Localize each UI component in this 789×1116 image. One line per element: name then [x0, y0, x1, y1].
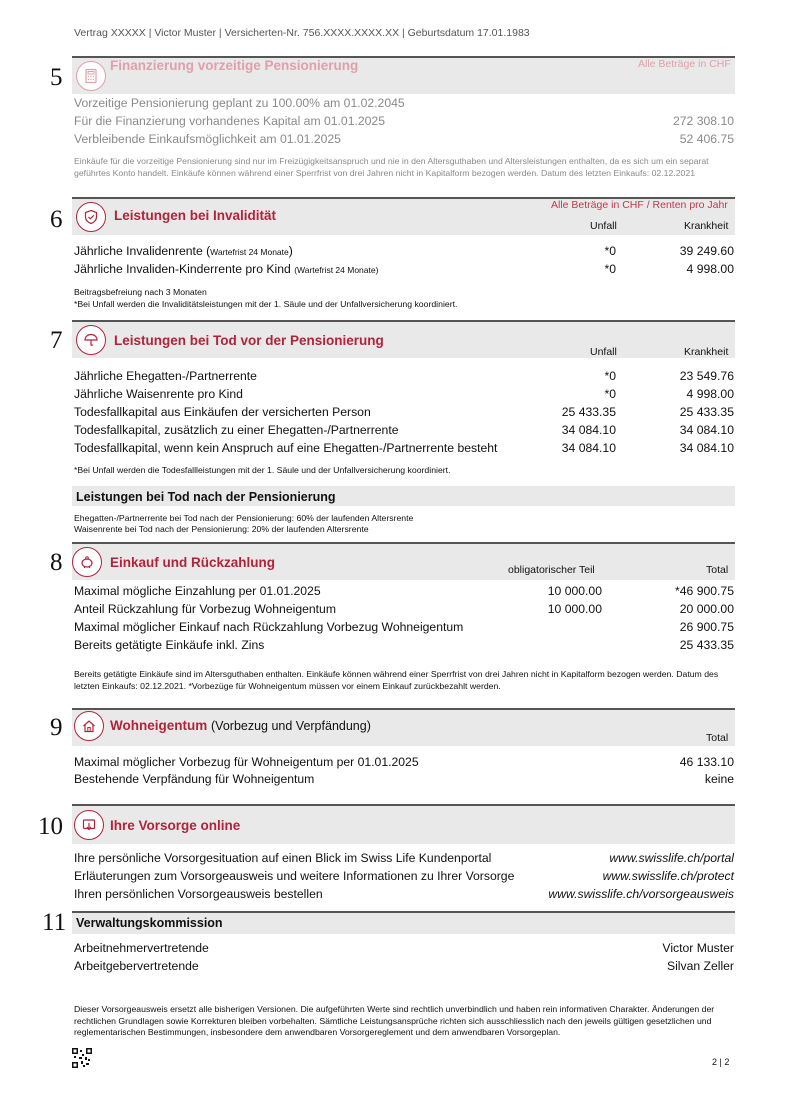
disclaimer: Dieser Vorsorgeausweis ersetzt alle bisherigen Versionen. Die aufgeführten Werte sind rechtlich unverbindlich und haben rein informativen Charakter. Änderungen der rechtlichen Grundlagen sowie Korrekturen bleiben vorbehalten. Sämtliche Leistungsansprüche richten sich ausschliesslich nach den jeweils gültigen gesetzlichen und reglementarischen Bestimmungen, insbesondere dem anwendbaren Vorsorgereglement und dem anwendbaren Vorsorgeplan.	[74, 1004, 715, 1037]
section-number: 5	[50, 64, 63, 91]
section-subtitle: (Vorbezug und Verpfändung)	[211, 719, 371, 733]
section-number: 9	[50, 714, 63, 741]
table-row: Todesfallkapital, wenn kein Anspruch auf eine Ehegatten-/Partnerrente besteht 34 084.10 34 084.10	[74, 441, 734, 455]
table-row: Jährliche Invaliden-Kinderrente pro Kind (Wartefrist 24 Monate) *0 4 998.00	[74, 262, 734, 276]
section-note: *Bei Unfall werden die Invaliditätsleistungen mit der 1. Säule und der Unfallversicherung koordiniert.	[74, 299, 458, 309]
page-number: 2 | 2	[712, 1057, 730, 1067]
column-header-total: Total	[706, 564, 729, 576]
table-row: Ihre persönliche Vorsorgesituation auf einen Blick im Swiss Life Kundenportal www.swisslife.ch/portal	[74, 851, 734, 865]
table-row: Anteil Rückzahlung für Vorbezug Wohneigentum 10 000.00 20 000.00	[74, 602, 734, 616]
section-title	[110, 718, 371, 733]
section-number: 10	[38, 813, 63, 840]
table-row: Todesfallkapital aus Einkäufen der versicherten Person 25 433.35 25 433.35	[74, 405, 734, 419]
section-note: Bereits getätigte Einkäufe sind im Altersguthaben enthalten. Einkäufe können während einer Sperrfrist von drei Jahren nicht in Kapitalform bezogen werden. Datum des letzten Einkaufs: 02.12.2021. *Vorbezüge für Wohneigentum müssen vor einem Einkauf zurückbezahlt werden.	[74, 669, 719, 691]
section-note: Waisenrente bei Tod nach der Pensionierung: 20% der laufenden Altersrente	[74, 524, 369, 534]
section-title: Ihre Vorsorge online	[110, 818, 241, 833]
table-row: Maximal möglicher Einkauf nach Rückzahlung Vorbezug Wohneigentum 26 900.75	[74, 620, 734, 634]
column-header-krankheit: Krankheit	[684, 346, 729, 358]
section-title: Einkauf und Rückzahlung	[110, 555, 276, 570]
calculator-icon	[76, 61, 106, 91]
column-header-obligatorisch: obligatorischer Teil	[508, 564, 595, 576]
table-row: Arbeitgebervertretende Silvan Zeller	[74, 959, 734, 973]
column-header-unfall: Unfall	[590, 220, 617, 232]
currency-note: Alle Beträge in CHF	[638, 58, 731, 70]
section-title: Leistungen bei Tod vor der Pensionierung	[114, 333, 384, 348]
document-header: Vertrag XXXXX | Victor Muster | Versicherten-Nr. 756.XXXX.XXXX.XX | Geburtsdatum 17.01.1983	[74, 27, 530, 39]
table-row: Bereits getätigte Einkäufe inkl. Zins 25 433.35	[74, 638, 734, 652]
table-row: Arbeitnehmervertretende Victor Muster	[74, 941, 734, 955]
table-row: Jährliche Invalidenrente (Wartefrist 24 Monate) *0 39 249.60	[74, 244, 734, 258]
table-row: Maximal möglicher Vorbezug für Wohneigentum per 01.01.2025 46 133.10	[74, 755, 734, 769]
section-note: *Bei Unfall werden die Todesfallleistungen mit der 1. Säule und der Unfallversicherung koordiniert.	[74, 465, 451, 475]
column-header-total: Total	[706, 732, 729, 744]
section-note: Beitragsbefreiung nach 3 Monaten	[74, 287, 207, 297]
table-row: Maximal mögliche Einzahlung per 01.01.2025 10 000.00 *46 900.75	[74, 584, 734, 598]
subsection-title: Leistungen bei Tod nach der Pensionierung	[76, 490, 336, 504]
table-row: Bestehende Verpfändung für Wohneigentum keine	[74, 772, 734, 786]
download-icon	[74, 810, 104, 840]
section-number: 8	[50, 549, 63, 576]
section-title-main: Wohneigentum	[110, 718, 208, 733]
section-number: 7	[50, 327, 63, 354]
table-row: Vorzeitige Pensionierung geplant zu 100.00% am 01.02.2045	[74, 96, 405, 110]
column-header-krankheit: Krankheit	[684, 220, 729, 232]
house-icon	[74, 711, 104, 741]
column-header-unfall: Unfall	[590, 346, 617, 358]
section-title: Leistungen bei Invalidität	[114, 208, 277, 223]
link-vorsorgeausweis[interactable]: www.swisslife.ch/vorsorgeausweis	[548, 887, 734, 901]
section-note: Einkäufe für die vorzeitige Pensionierung sind nur im Freizügigkeitsanspruch und nie in den Altersguthaben und Altersleistungen enthalten, da es sich um ein separat geführtes Konto handelt. Einkäufe können während einer Sperrfrist von drei Jahren nicht in Kapitalform bezogen werden. Datum des letzten Einkaufs: 02.12.2021	[74, 156, 709, 178]
table-row: Todesfallkapital, zusätzlich zu einer Ehegatten-/Partnerrente 34 084.10 34 084.10	[74, 423, 734, 437]
link-portal[interactable]: www.swisslife.ch/portal	[609, 851, 734, 865]
umbrella-icon	[76, 325, 106, 355]
section-note: Ehegatten-/Partnerrente bei Tod nach der Pensionierung: 60% der laufenden Altersrente	[74, 513, 414, 523]
qr-code-icon	[72, 1048, 92, 1068]
currency-note: Alle Beträge in CHF / Renten pro Jahr	[551, 199, 728, 211]
section-title: Verwaltungskommission	[76, 916, 223, 930]
table-row: Für die Finanzierung vorhandenes Kapital am 01.01.2025 272 308.10	[74, 114, 734, 128]
table-row: Ihren persönlichen Vorsorgeausweis bestellen www.swisslife.ch/vorsorgeausweis	[74, 887, 734, 901]
section-number: 6	[50, 206, 63, 233]
section-title: Finanzierung vorzeitige Pensionierung	[110, 58, 359, 73]
link-protect[interactable]: www.swisslife.ch/protect	[602, 869, 734, 883]
table-row: Erläuterungen zum Vorsorgeausweis und weitere Informationen zu Ihrer Vorsorge www.swisslife.ch/protect	[74, 869, 734, 883]
table-row: Jährliche Waisenrente pro Kind *0 4 998.00	[74, 387, 734, 401]
section-number: 11	[42, 909, 67, 936]
table-row: Verbleibende Einkaufsmöglichkeit am 01.01.2025 52 406.75	[74, 132, 734, 146]
table-row: Jährliche Ehegatten-/Partnerrente *0 23 549.76	[74, 369, 734, 383]
piggy-bank-icon	[72, 547, 102, 577]
shield-check-icon	[76, 202, 106, 232]
